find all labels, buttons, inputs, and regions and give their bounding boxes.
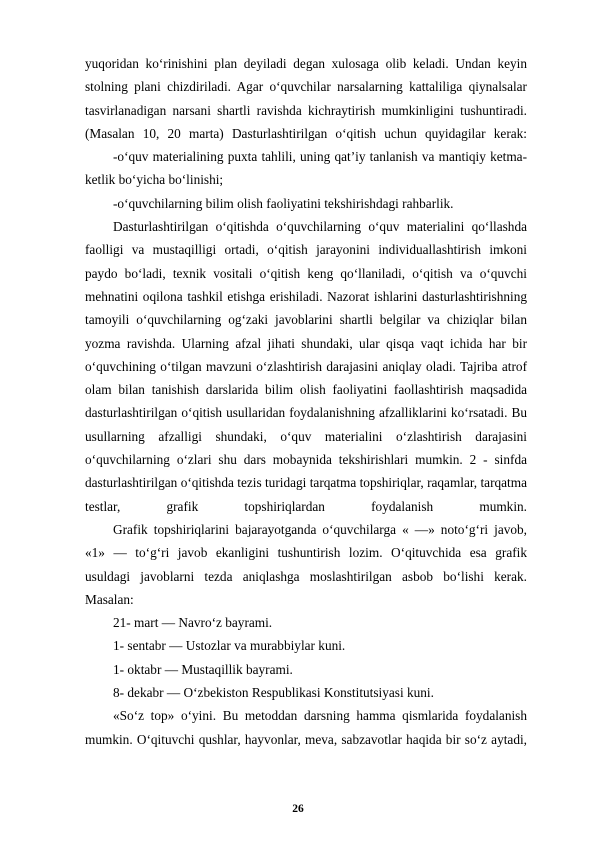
paragraph-programmed-teaching: Dasturlashtirilgan o‘qitishda o‘quvchilarning o‘quv materialini qo‘llashda faolligi va mustaqilligi ortadi, o‘qitish jarayonini individuallashtirish imkoni paydo bo‘ladi, texnik vositali o‘qitish keng qo‘llaniladi, o‘qitish va o‘quvchi mehnatini oqilona tashkil etishga erishiladi. Nazorat ishlarini dasturlashtirishning tamoyili o‘quvchilarning og‘zaki javoblarini shartli belgilar va chiziqlar bilan yozma ravishda. Ularning afzal jihati shundaki, ular qisqa vaqt ichida har bir o‘quvchining o‘tilgan mavzuni o‘zlashtirish darajasini aniqlay oladi. Tajriba atrof olam bilan tanishish darslarida bilim olish faoliyatini faollashtirish maqsadida dasturlashtirilgan o‘qitish usullaridan foydalanishning afzalliklarini ko‘rsatadi. Bu usullarning afzalligi shundaki, o‘quv materialini o‘zlashtirish darajasini o‘quvchilarning o‘zlari shu dars mobaynida tekshirishlari mumkin. 2 - sinfda dasturlashtirilgan o‘qitishda tezis turidagi tarqatma topshiriqlar, raqamlar, tarqatma testlar, grafik topshiriqlardan foydalanish mumkin. <box>85 219 527 514</box>
page-number: 26 <box>292 803 304 815</box>
example-teachers-day: 1- sentabr — Ustozlar va murabbiylar kuni. <box>113 638 346 654</box>
paragraph-graphic-tasks: Grafik topshiriqlarini bajarayotganda o‘quvchilarga « —» noto‘g‘ri javob, «1» — to‘g‘ri javob ekanligini tushuntirish lozim. O‘qituvchida esa grafik usuldagi javoblarni tezda aniqlashga moslashtirilgan asbob bo‘lishi kerak. Masalan: <box>85 521 527 607</box>
example-independence: 1- oktabr — Mustaqillik bayrami. <box>113 661 293 677</box>
list-item-analysis: -o‘quv materialining puxta tahlili, uning qat’iy tanlanish va mantiqiy ketma-ketlik bo‘yicha bo‘linishi; <box>85 149 527 188</box>
example-constitution: 8- dekabr — O‘zbekiston Respublikasi Konstitutsiyasi kuni. <box>113 685 434 701</box>
example-navruz: 21- mart — Navro‘z bayrami. <box>113 615 273 631</box>
page-body <box>85 52 527 751</box>
paragraph-word-game: «So‘z top» o‘yini. Bu metoddan darsning hamma qismlarida foydalanish mumkin. O‘qituvchi qushlar, hayvonlar, meva, sabzavotlar haqida bir so‘z aytadi, <box>85 708 527 747</box>
paragraph-intro: yuqoridan ko‘rinishini plan deyiladi degan xulosaga olib keladi. Undan keyin stolning plani chizdiriladi. Agar o‘quvchilar narsalarning kattaliliga qiynalsalar tasvirlanadigan narsani shartli ravishda kichraytirish mumkinligini tushuntiradi. (Masalan 10, 20 marta) Dasturlashtirilgan o‘qitish uchun quyidagilar kerak: <box>85 56 527 141</box>
list-item-guidance: -o‘quvchilarning bilim olish faoliyatini tekshirishdagi rahbarlik. <box>113 195 454 211</box>
